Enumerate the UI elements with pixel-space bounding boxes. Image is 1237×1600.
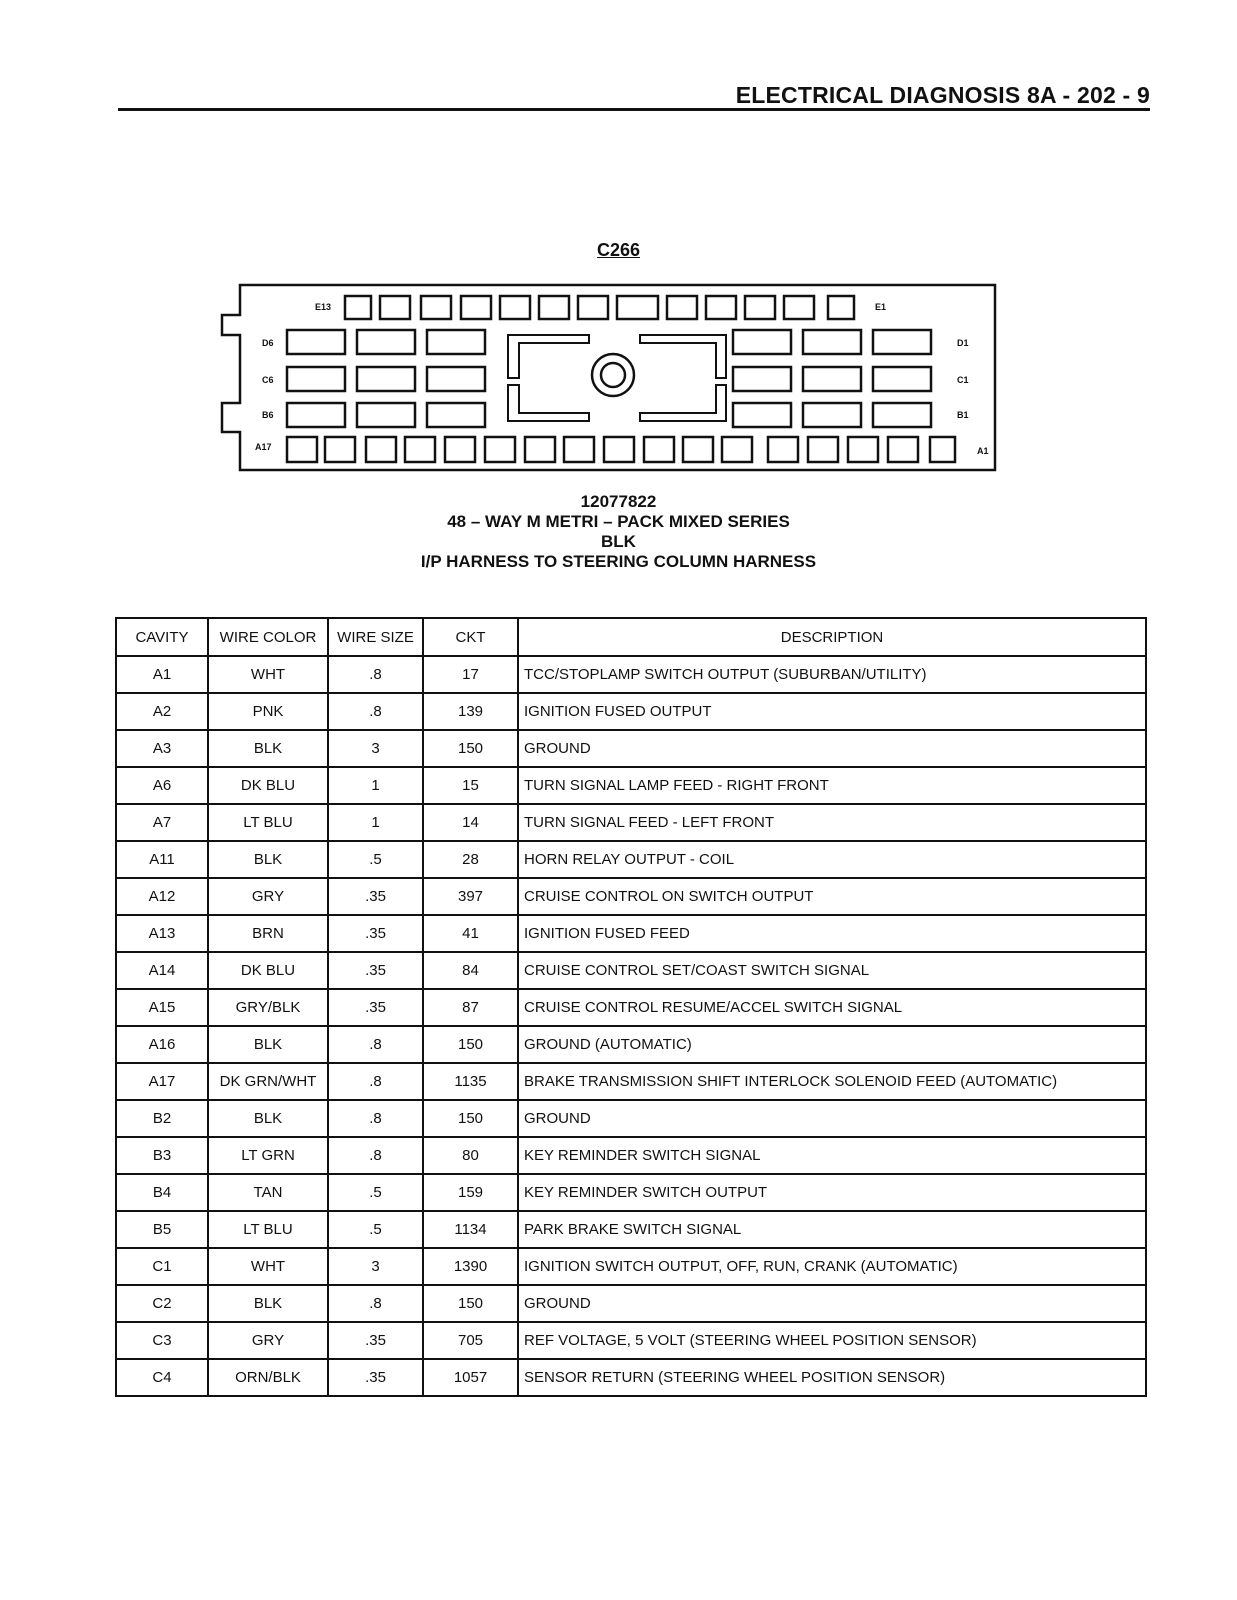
cavity-mid [427,367,485,391]
cavity-a [848,437,878,462]
cavity-cell: C3 [116,1322,208,1359]
description-cell: GROUND [518,730,1146,767]
harness-name: I/P HARNESS TO STEERING COLUMN HARNESS [420,552,817,571]
table-row [116,1137,1146,1174]
table-row [116,693,1146,730]
wire-color-cell: ORN/BLK [208,1359,328,1396]
wire-size-cell: 1 [328,767,423,804]
wire-color-cell: DK BLU [208,952,328,989]
wire-size-cell: .8 [328,656,423,693]
cavity-cell: C4 [116,1359,208,1396]
table-row [116,656,1146,693]
cavity-cell: C2 [116,1285,208,1322]
label-b6: B6 [262,410,274,420]
center-bolt-outer [592,354,634,396]
ckt-cell: 159 [423,1174,518,1211]
wire-color-cell: TAN [208,1174,328,1211]
wire-color-cell: PNK [208,693,328,730]
wire-color-cell: LT GRN [208,1137,328,1174]
cavity-cell: A17 [116,1063,208,1100]
center-bracket-top-right [640,335,726,378]
wire-color-cell: LT BLU [208,804,328,841]
cavity-a [287,437,317,462]
cavity-mid [427,330,485,354]
wire-size-cell: .5 [328,1174,423,1211]
cavity-a [808,437,838,462]
label-a1: A1 [977,446,989,456]
wire-size-cell: .5 [328,841,423,878]
cavity-cell: B5 [116,1211,208,1248]
wire-color-cell: LT BLU [208,1211,328,1248]
connector-title: C266 [596,240,641,260]
wire-size-cell: .35 [328,952,423,989]
wire-size-cell: .8 [328,1026,423,1063]
table-row [116,730,1146,767]
cavity-e [667,296,697,319]
cavity-cell: A3 [116,730,208,767]
description-cell: TURN SIGNAL FEED - LEFT FRONT [518,804,1146,841]
cavity-mid [873,330,931,354]
ckt-cell: 41 [423,915,518,952]
label-c1: C1 [957,375,969,385]
ckt-cell: 1134 [423,1211,518,1248]
wire-color-cell: DK BLU [208,767,328,804]
table-row [116,1248,1146,1285]
wire-size-cell: 3 [328,730,423,767]
cavity-cell: C1 [116,1248,208,1285]
label-d6: D6 [262,338,274,348]
wire-color-cell: BLK [208,1100,328,1137]
cavity-mid [357,367,415,391]
table-row [116,1026,1146,1063]
wire-color-cell: WHT [208,1248,328,1285]
connector-caption [0,492,1237,572]
description-cell: GROUND (AUTOMATIC) [518,1026,1146,1063]
cavity-a [888,437,918,462]
center-bolt-inner [601,363,625,387]
description-cell: KEY REMINDER SWITCH SIGNAL [518,1137,1146,1174]
cavity-cell: B2 [116,1100,208,1137]
table-header-row [116,618,1146,656]
label-b1: B1 [957,410,969,420]
cavity-mid [803,367,861,391]
description-cell: CRUISE CONTROL RESUME/ACCEL SWITCH SIGNAL [518,989,1146,1026]
cavity-mid [873,403,931,427]
cavity-mid [287,367,345,391]
cavity-e [578,296,608,319]
cavity-cell: A12 [116,878,208,915]
cavity-a [485,437,515,462]
table-body [116,656,1146,1396]
cavity-a [722,437,752,462]
connector-description: 48 – WAY M METRI – PACK MIXED SERIES [447,512,790,531]
cavity-grid [287,296,955,462]
cavity-mid [803,403,861,427]
table-row [116,841,1146,878]
cavity-mid [733,330,791,354]
cavity-a [644,437,674,462]
cavity-mid [803,330,861,354]
cavity-e [706,296,736,319]
label-d1: D1 [957,338,969,348]
cavity-cell: A15 [116,989,208,1026]
wire-color-cell: BLK [208,730,328,767]
cavity-cell: A6 [116,767,208,804]
ckt-cell: 150 [423,1100,518,1137]
table-row [116,915,1146,952]
cavity-e [828,296,854,319]
ckt-cell: 80 [423,1137,518,1174]
table-row [116,804,1146,841]
description-cell: CRUISE CONTROL SET/COAST SWITCH SIGNAL [518,952,1146,989]
wire-size-cell: .8 [328,1137,423,1174]
description-cell: GROUND [518,1285,1146,1322]
cavity-mid [287,330,345,354]
ckt-cell: 1135 [423,1063,518,1100]
wire-color-cell: BLK [208,841,328,878]
header-wire-size: WIRE SIZE [328,618,423,656]
description-cell: IGNITION FUSED OUTPUT [518,693,1146,730]
cavity-e [539,296,569,319]
description-cell: CRUISE CONTROL ON SWITCH OUTPUT [518,878,1146,915]
wire-color-cell: GRY [208,1322,328,1359]
cavity-a [683,437,713,462]
wire-size-cell: .35 [328,989,423,1026]
cavity-cell: A16 [116,1026,208,1063]
ckt-cell: 397 [423,878,518,915]
wire-color-cell: BRN [208,915,328,952]
wire-size-cell: .35 [328,878,423,915]
wire-size-cell: .8 [328,1063,423,1100]
cavity-mid [357,403,415,427]
wire-color-cell: BLK [208,1026,328,1063]
table-row [116,1285,1146,1322]
description-cell: PARK BRAKE SWITCH SIGNAL [518,1211,1146,1248]
cavity-cell: A7 [116,804,208,841]
wire-color-cell: DK GRN/WHT [208,1063,328,1100]
header-description: DESCRIPTION [518,618,1146,656]
table-row [116,989,1146,1026]
connector-color: BLK [601,532,636,551]
wire-size-cell: .8 [328,1285,423,1322]
description-cell: HORN RELAY OUTPUT - COIL [518,841,1146,878]
cavity-a [525,437,555,462]
pinout-table [115,617,1147,1397]
header-cavity: CAVITY [116,618,208,656]
description-cell: TCC/STOPLAMP SWITCH OUTPUT (SUBURBAN/UTILITY) [518,656,1146,693]
connector-diagram [0,0,1237,480]
ckt-cell: 28 [423,841,518,878]
cavity-e [380,296,410,319]
ckt-cell: 1057 [423,1359,518,1396]
center-bracket-bottom-left [508,385,589,421]
cavity-e [784,296,814,319]
cavity-a [768,437,798,462]
cavity-e [421,296,451,319]
table-row [116,1063,1146,1100]
table-row [116,1359,1146,1396]
label-e13: E13 [315,302,332,312]
center-bracket-bottom-right [640,385,726,421]
ckt-cell: 87 [423,989,518,1026]
wire-size-cell: .35 [328,1359,423,1396]
cavity-a [930,437,955,462]
page-header-text: ELECTRICAL DIAGNOSIS 8A - 202 - 9 [735,82,1150,108]
cavity-cell: A13 [116,915,208,952]
table-row [116,1100,1146,1137]
description-cell: BRAKE TRANSMISSION SHIFT INTERLOCK SOLENOID FEED (AUTOMATIC) [518,1063,1146,1100]
description-cell: SENSOR RETURN (STEERING WHEEL POSITION SENSOR) [518,1359,1146,1396]
ckt-cell: 14 [423,804,518,841]
cavity-cell: B4 [116,1174,208,1211]
wire-color-cell: GRY [208,878,328,915]
wire-size-cell: .8 [328,1100,423,1137]
ckt-cell: 150 [423,1026,518,1063]
description-cell: REF VOLTAGE, 5 VOLT (STEERING WHEEL POSITION SENSOR) [518,1322,1146,1359]
cavity-cell: A14 [116,952,208,989]
ckt-cell: 15 [423,767,518,804]
cavity-cell: A2 [116,693,208,730]
label-e1: E1 [875,302,887,312]
cavity-mid [357,330,415,354]
header-ckt: CKT [423,618,518,656]
table-row [116,1211,1146,1248]
wire-size-cell: 1 [328,804,423,841]
description-cell: TURN SIGNAL LAMP FEED - RIGHT FRONT [518,767,1146,804]
cavity-a [445,437,475,462]
cavity-e [745,296,775,319]
table-row [116,1174,1146,1211]
ckt-cell: 1390 [423,1248,518,1285]
wire-size-cell: .5 [328,1211,423,1248]
ckt-cell: 139 [423,693,518,730]
wire-color-cell: WHT [208,656,328,693]
ckt-cell: 84 [423,952,518,989]
wire-size-cell: .8 [328,693,423,730]
cavity-mid [733,403,791,427]
cavity-cell: B3 [116,1137,208,1174]
cavity-mid [873,367,931,391]
description-cell: IGNITION SWITCH OUTPUT, OFF, RUN, CRANK (AUTOMATIC) [518,1248,1146,1285]
cavity-a [366,437,396,462]
header-wire-color: WIRE COLOR [208,618,328,656]
wire-size-cell: .35 [328,1322,423,1359]
cavity-mid [427,403,485,427]
description-cell: GROUND [518,1100,1146,1137]
cavity-a [604,437,634,462]
ckt-cell: 705 [423,1322,518,1359]
wire-color-cell: BLK [208,1285,328,1322]
cavity-a [325,437,355,462]
table-row [116,767,1146,804]
cavity-mid [733,367,791,391]
cavity-mid [287,403,345,427]
table-row [116,878,1146,915]
part-number: 12077822 [580,492,657,511]
wire-size-cell: 3 [328,1248,423,1285]
cavity-e [461,296,491,319]
wire-color-cell: GRY/BLK [208,989,328,1026]
cavity-cell: A11 [116,841,208,878]
cavity-a [564,437,594,462]
ckt-cell: 150 [423,1285,518,1322]
cavity-e [500,296,530,319]
label-c6: C6 [262,375,274,385]
label-a17: A17 [255,442,272,452]
cavity-e [345,296,371,319]
description-cell: KEY REMINDER SWITCH OUTPUT [518,1174,1146,1211]
cavity-e [617,296,658,319]
ckt-cell: 17 [423,656,518,693]
cavity-a [405,437,435,462]
cavity-cell: A1 [116,656,208,693]
wire-size-cell: .35 [328,915,423,952]
center-bracket-top-left [508,335,589,378]
table-row [116,1322,1146,1359]
table-row [116,952,1146,989]
ckt-cell: 150 [423,730,518,767]
description-cell: IGNITION FUSED FEED [518,915,1146,952]
